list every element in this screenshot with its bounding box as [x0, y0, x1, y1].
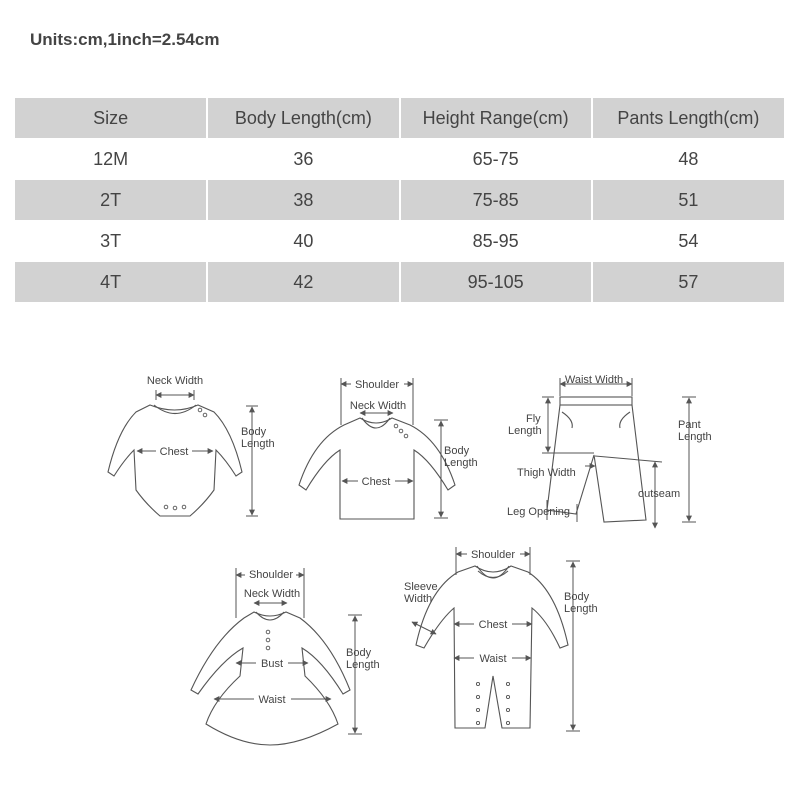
- shirt-button: [404, 434, 408, 438]
- dress-diagram: [191, 568, 380, 745]
- cell-height-range: 85-95: [400, 221, 592, 262]
- romper-outline: [416, 566, 568, 728]
- cell-body-length: 40: [207, 221, 399, 262]
- cell-pants-length: 54: [678, 230, 699, 251]
- label-shoulder: Shoulder: [470, 549, 516, 561]
- romper-snap: [506, 682, 509, 685]
- dimension-tick: [595, 456, 662, 462]
- label-thigh-width: Thigh Width: [517, 467, 576, 479]
- label-body: Body: [564, 591, 590, 603]
- cell-pants-length: 51: [592, 180, 784, 221]
- cell-size: 3T: [15, 221, 207, 262]
- cell-size: 12M: [15, 139, 207, 180]
- label-outseam: outseam: [638, 488, 681, 500]
- cell-height-range: 75-85: [400, 180, 592, 221]
- label-neck-width: Neck Width: [243, 588, 301, 600]
- bodysuit-collar: [154, 405, 196, 414]
- header-height-range: Height Range(cm): [400, 98, 592, 139]
- pants-waistband: [560, 397, 632, 405]
- romper-snap: [506, 708, 509, 711]
- label-body: Body: [346, 647, 372, 659]
- bodysuit-diagram: [108, 375, 275, 516]
- cell-size: 4T: [15, 262, 207, 303]
- bodysuit-button: [203, 413, 207, 417]
- label-length: Length: [444, 457, 478, 469]
- label-shoulder: Shoulder: [248, 569, 294, 581]
- label-shoulder: Shoulder: [354, 379, 400, 391]
- label-chest: Chest: [361, 476, 391, 488]
- label-pant-length: Length: [678, 431, 712, 443]
- label-length: Length: [564, 603, 598, 615]
- romper-snap: [506, 721, 509, 724]
- dress-button: [266, 646, 270, 650]
- label-bust: Bust: [260, 658, 284, 670]
- label-fly-length: Length: [508, 425, 542, 437]
- pants-diagram: [507, 374, 712, 528]
- bodysuit-button: [198, 408, 202, 412]
- pants-pocket: [562, 412, 572, 428]
- label-body: Body: [444, 445, 470, 457]
- bodysuit-snap: [173, 506, 177, 510]
- cell-size: 2T: [15, 180, 207, 221]
- cell-body-length: 36: [207, 139, 399, 180]
- label-neck-width: Neck Width: [146, 375, 204, 387]
- cell-pants-length: 48: [678, 148, 699, 169]
- cell-height-range: 95-105: [400, 262, 592, 303]
- romper-snap: [476, 682, 479, 685]
- label-length: Length: [346, 659, 380, 671]
- label-fly: Fly: [526, 413, 541, 425]
- label-waist-width: Waist Width: [564, 374, 624, 386]
- label-sleeve: Sleeve: [404, 581, 438, 593]
- header-pants-length: Pants Length(cm): [592, 98, 784, 139]
- shirt-diagram: [299, 378, 478, 519]
- label-body: Body: [241, 426, 267, 438]
- romper-snap: [476, 695, 479, 698]
- dress-button: [266, 638, 270, 642]
- header-body-length: Body Length(cm): [207, 98, 399, 139]
- cell-pants-length: 57: [592, 262, 784, 303]
- shirt-button: [399, 429, 403, 433]
- label-length: Length: [241, 438, 275, 450]
- romper-snap: [476, 721, 479, 724]
- label-leg-opening: Leg Opening: [507, 506, 570, 518]
- label-neck-width: Neck Width: [349, 400, 407, 412]
- label-chest: Chest: [159, 446, 189, 458]
- header-size: Size: [15, 98, 207, 139]
- pants-pocket: [620, 412, 630, 428]
- label-pant: Pant: [678, 419, 701, 431]
- shirt-button: [394, 424, 398, 428]
- dress-outline: [191, 612, 350, 745]
- romper-diagram: [404, 547, 598, 731]
- dress-button: [266, 630, 270, 634]
- label-waist: Waist: [258, 694, 286, 706]
- cell-height-range: 65-75: [400, 139, 592, 180]
- label-chest: Chest: [478, 619, 508, 631]
- romper-snap: [506, 695, 509, 698]
- pants-outline: [547, 405, 646, 522]
- bodysuit-snap: [182, 505, 186, 509]
- units-note: Units:cm,1inch=2.54cm: [30, 30, 220, 49]
- romper-snap: [476, 708, 479, 711]
- cell-body-length: 42: [207, 262, 399, 303]
- label-waist: Waist: [479, 653, 507, 665]
- cell-body-length: 38: [207, 180, 399, 221]
- bodysuit-snap: [164, 505, 168, 509]
- sleeve-width-arrow: [412, 622, 436, 634]
- shirt-outline: [299, 418, 455, 519]
- bodysuit-outline: [108, 405, 242, 516]
- label-sleeve-width: Width: [404, 593, 433, 605]
